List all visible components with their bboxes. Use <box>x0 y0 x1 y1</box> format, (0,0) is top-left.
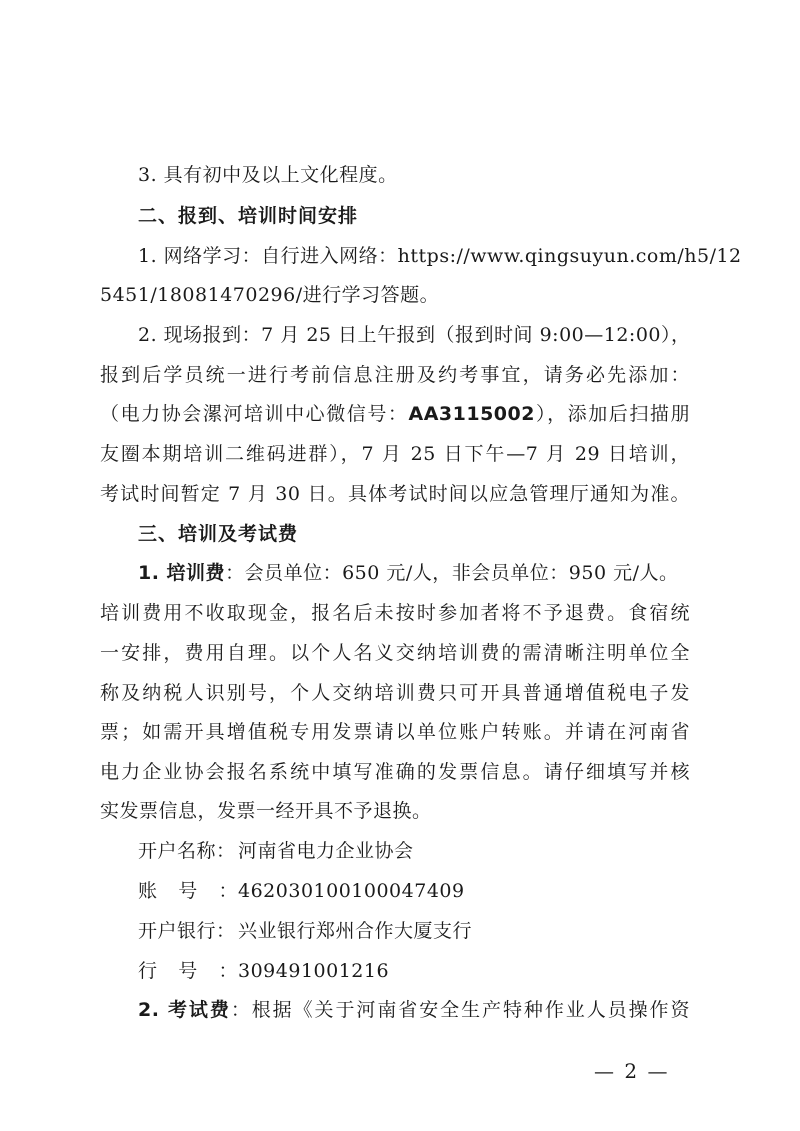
training-fee-line-4: 称及纳税人识别号，个人交纳培训费只可开具普通增值税电子发 <box>100 682 690 704</box>
exam-fee-text: ：根据《关于河南省安全生产特种作业人员操作资 <box>230 999 690 1021</box>
wechat-id: AA3115002 <box>408 403 535 425</box>
online-study-line-1: 1. 网络学习：自行进入网络：https://www.qingsuyun.com/h5/12 <box>138 245 742 267</box>
wechat-outro-text: ），添加后扫描朋 <box>534 403 690 425</box>
training-fee-line-1 <box>138 560 690 586</box>
training-fee-amounts: ：会员单位：650 元/人，非会员单位：950 元/人。 <box>225 562 679 584</box>
bank-number-label: 行号： <box>138 960 238 982</box>
exam-fee-line-1 <box>138 997 690 1023</box>
training-fee-line-5: 票；如需开具增值税专用发票请以单位账户转账。并请在河南省 <box>100 721 690 743</box>
exam-fee-label: 2. 考试费 <box>138 999 231 1021</box>
bank-name-row <box>138 918 690 944</box>
online-study-line-2: 5451/18081470296/进行学习答题。 <box>100 284 440 306</box>
training-fee-line-2: 培训费用不收取现金，报名后未按时参加者将不予退费。食宿统 <box>100 602 690 624</box>
training-fee-line-3: 一安排，费用自理。以个人名义交纳培训费的需清晰注明单位全 <box>100 642 690 664</box>
account-name-row <box>138 838 690 864</box>
account-number-value: 462030100100047409 <box>238 880 465 902</box>
training-fee-line-7: 实发票信息，发票一经开具不予退换。 <box>100 800 432 822</box>
onsite-registration-line-4: 友圈本期培训二维码进群），7 月 25 日下午—7 月 29 日培训， <box>100 443 690 465</box>
onsite-registration-line-2: 报到后学员统一进行考前信息注册及约考事宜，请务必先添加： <box>100 364 690 386</box>
section-heading-schedule: 二、报到、培训时间安排 <box>138 205 359 227</box>
page-number: — 2 — <box>594 1059 670 1083</box>
bank-name-label: 开户银行： <box>138 920 236 942</box>
onsite-registration-line-5: 考试时间暂定 7 月 30 日。具体考试时间以应急管理厅通知为准。 <box>100 483 690 505</box>
wechat-intro-text: （电力协会漯河培训中心微信号： <box>100 403 409 425</box>
training-fee-line-6: 电力企业协会报名系统中填写准确的发票信息。请仔细填写并核 <box>100 761 690 783</box>
onsite-registration-line-1: 2. 现场报到：7 月 25 日上午报到（报到时间 9:00—12:00）， <box>138 324 691 346</box>
requirement-item-3: 3. 具有初中及以上文化程度。 <box>138 164 398 186</box>
section-heading-fees: 三、培训及考试费 <box>138 523 299 545</box>
account-number-row <box>138 878 690 904</box>
bank-number-value: 309491001216 <box>238 960 390 982</box>
onsite-registration-line-3 <box>100 401 690 427</box>
bank-number-row <box>138 958 690 984</box>
bank-name-value: 兴业银行郑州合作大厦支行 <box>238 920 473 942</box>
account-name-label: 开户名称： <box>138 840 236 862</box>
training-fee-label: 1. 培训费 <box>138 562 226 584</box>
account-number-label: 账号： <box>138 880 238 902</box>
account-name-value: 河南省电力企业协会 <box>238 840 414 862</box>
